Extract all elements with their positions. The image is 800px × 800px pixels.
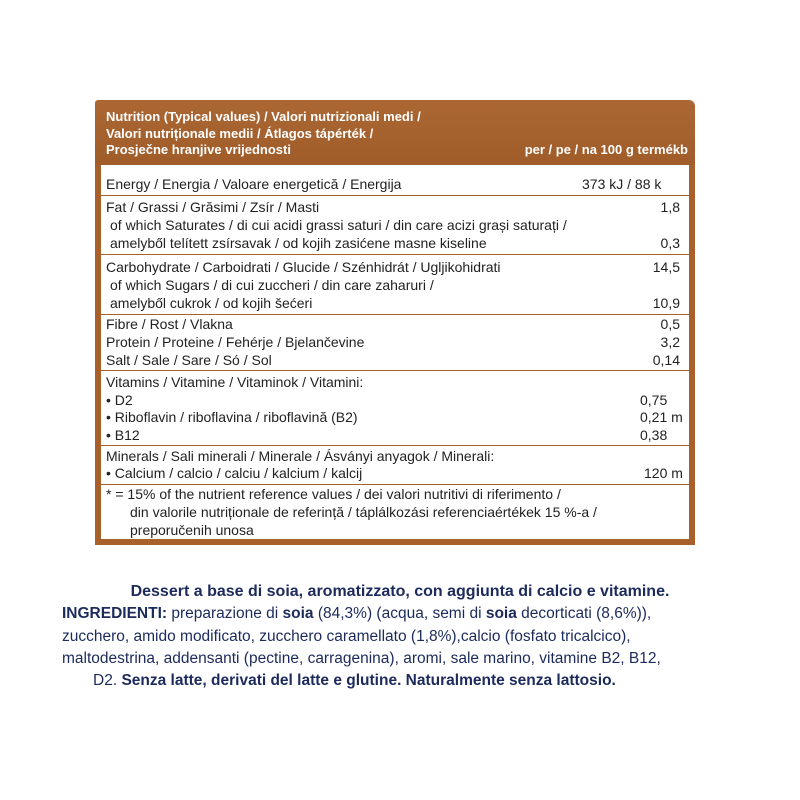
ingredients-allergen: soia bbox=[485, 605, 517, 623]
sugars-label-1: of which Sugars / di cui zuccheri / din care zaharuri / bbox=[110, 277, 434, 293]
vitamin-b2-label: • Riboflavin / riboflavina / riboflavină (B2) bbox=[106, 409, 358, 425]
footnote-line-2: din valorile nutriționale de referință / táplálkozási referenciaértékek 15 %-a / bbox=[130, 504, 597, 520]
protein-value: 3,2 bbox=[660, 333, 680, 350]
minerals-heading-line bbox=[106, 448, 689, 466]
ingredients-line-5 bbox=[0, 670, 800, 692]
ingredients-block bbox=[0, 581, 800, 692]
salt-line bbox=[106, 351, 689, 369]
vitamin-item bbox=[106, 392, 689, 410]
header-title-line-1: Nutrition (Typical values) / Valori nutrizionali medi / bbox=[106, 109, 421, 124]
fibre-label: Fibre / Rost / Vlakna bbox=[106, 315, 233, 332]
vitamins-heading: Vitamins / Vitamine / Vitaminok / Vitamini: bbox=[106, 374, 364, 390]
fibre-value: 0,5 bbox=[660, 315, 680, 332]
carbohydrate-value: 14,5 bbox=[652, 259, 680, 275]
fibre-line bbox=[106, 315, 689, 333]
vitamin-item bbox=[106, 427, 689, 445]
minerals-row bbox=[101, 446, 689, 486]
vitamin-item bbox=[106, 409, 689, 427]
calcium-value: 120 m bbox=[644, 465, 683, 481]
minerals-heading: Minerals / Sali minerali / Minerale / Ásványi anyagok / Minerali: bbox=[106, 447, 495, 464]
ingredients-text: preparazione di bbox=[167, 605, 283, 623]
vitamins-heading-line bbox=[106, 374, 689, 392]
saturates-line-1 bbox=[106, 216, 689, 234]
saturates-label-2: amelyből telített zsírsavak / od kojih zasićene masne kiseline bbox=[110, 234, 487, 251]
saturates-label-1: of which Saturates / di cui acidi grassi saturi / din care acizi grași saturați / bbox=[110, 216, 567, 233]
energy-line bbox=[106, 175, 689, 193]
sugars-line-2 bbox=[106, 294, 689, 312]
saturates-line-2 bbox=[106, 234, 689, 252]
vitamin-b12-label: • B12 bbox=[106, 426, 140, 443]
footnote-line-1: * = 15% of the nutrient reference values / dei valori nutritivi di riferimento / bbox=[106, 486, 561, 502]
sugars-line-1 bbox=[106, 276, 689, 294]
fibre-protein-salt-row bbox=[101, 315, 689, 372]
protein-label: Protein / Proteine / Fehérje / Bjelančevine bbox=[106, 333, 365, 350]
protein-line bbox=[106, 333, 689, 351]
fat-row bbox=[101, 196, 689, 255]
ingredients-text: D2. bbox=[93, 672, 122, 690]
sugars-value: 10,9 bbox=[652, 295, 680, 311]
ingredients-heading: INGREDIENTI: bbox=[62, 605, 168, 623]
fat-value: 1,8 bbox=[660, 198, 680, 215]
carbohydrate-label: Carbohydrate / Carboidrati / Glucide / Szénhidrát / Ugljikohidrati bbox=[106, 259, 501, 275]
carbohydrate-row bbox=[101, 255, 689, 315]
salt-label: Salt / Sale / Sare / Só / Sol bbox=[106, 351, 272, 368]
ingredients-text: decorticati (8,6%)), bbox=[516, 605, 652, 623]
energy-label: Energy / Energia / Valoare energetică / Energija bbox=[106, 176, 402, 192]
allergen-statement: Senza latte, derivati del latte e glutine. Naturalmente senza lattosio. bbox=[121, 672, 616, 690]
vitamins-row bbox=[101, 371, 689, 446]
fat-line bbox=[106, 198, 689, 216]
footnote-row bbox=[101, 485, 689, 539]
ingredients-allergen: soia bbox=[282, 605, 314, 623]
nutrition-table-body bbox=[95, 165, 695, 545]
product-description: Dessert a base di soia, aromatizzato, con aggiunta di calcio e vitamine. bbox=[130, 583, 670, 600]
mineral-item bbox=[106, 465, 689, 483]
sugars-label-2: amelyből cukrok / od kojih šećeri bbox=[110, 295, 313, 311]
per-100g-label: per / pe / na 100 g termékb bbox=[524, 142, 688, 157]
ingredients-line-4: maltodestrina, addensanti (pectine, carragenina), aromi, sale marino, vitamine B2, B12, bbox=[62, 649, 661, 667]
energy-row bbox=[101, 165, 689, 196]
energy-value: 373 kJ / 88 k bbox=[582, 176, 662, 192]
ingredients-line-3: zucchero, amido modificato, zucchero caramellato (1,8%),calcio (fosfato tricalcico), bbox=[62, 627, 631, 645]
carbohydrate-line bbox=[106, 258, 689, 276]
vitamin-d2-value: 0,75 bbox=[640, 391, 668, 408]
salt-value: 0,14 bbox=[652, 351, 680, 368]
header-title-line-2: Valori nutriționale medii / Átlagos tápérték / bbox=[106, 125, 374, 141]
nutrition-table-header bbox=[95, 100, 695, 165]
header-title-line-3: Prosječne hranjive vrijednosti bbox=[106, 142, 291, 157]
nutrition-table bbox=[95, 100, 695, 545]
vitamin-b12-value: 0,38 bbox=[640, 426, 668, 443]
footnote-line-3: preporučenih unosa bbox=[130, 522, 254, 538]
calcium-label: • Calcium / calcio / calciu / kalcium / kalcij bbox=[106, 465, 363, 481]
fat-label: Fat / Grassi / Grăsimi / Zsír / Masti bbox=[106, 198, 320, 215]
vitamin-b2-value: 0,21 m bbox=[640, 409, 683, 425]
ingredients-line-2 bbox=[0, 603, 800, 625]
saturates-value: 0,3 bbox=[660, 234, 680, 251]
vitamin-d2-label: • D2 bbox=[106, 391, 133, 408]
ingredients-text: (84,3%) (acqua, semi di bbox=[313, 605, 486, 623]
